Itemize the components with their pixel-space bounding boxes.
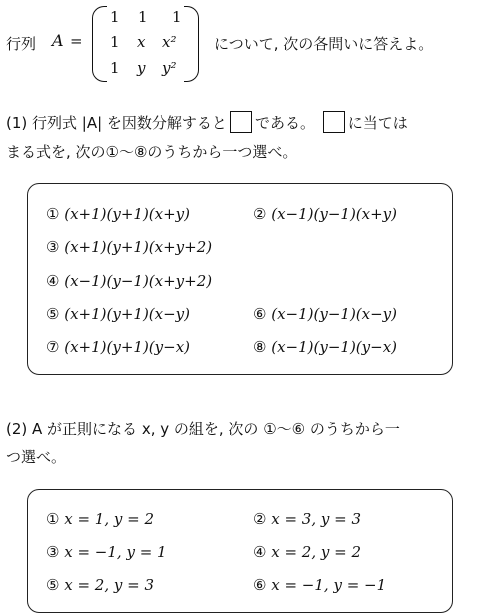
q1-option[interactable]	[46, 338, 190, 356]
q1-option[interactable]	[46, 205, 190, 223]
option-mark: ①	[46, 510, 60, 528]
option-expr: (x−1)(y−1)(x+y+2)	[64, 272, 213, 290]
q1-text-a: 行列式 |A| を因数分解すると	[32, 114, 227, 132]
q1-options-box	[27, 183, 453, 375]
q1-text-b: である。	[254, 114, 315, 132]
q2-text-line1	[6, 418, 400, 439]
matrix-cell: 1	[110, 8, 120, 26]
option-mark: ⑥	[253, 576, 267, 594]
option-expr: x = 2, y = 3	[64, 576, 154, 594]
option-mark: ③	[46, 543, 60, 561]
answer-blank-box	[230, 111, 252, 133]
q2-option[interactable]	[253, 543, 361, 561]
q1-text-line1	[6, 111, 408, 133]
matrix-cell: x	[137, 33, 146, 51]
intro-prefix: 行列	[6, 35, 37, 53]
q2-text-a: A が正則になる x, y の組を, 次の ①〜⑥ のうちから一	[32, 420, 400, 438]
option-mark: ③	[46, 238, 60, 256]
option-mark: ⑦	[46, 338, 60, 356]
matrix-right-paren	[184, 6, 199, 82]
matrix-left-paren	[92, 6, 107, 82]
matrix-cell: y²	[162, 59, 177, 77]
q2-options-box	[27, 489, 453, 613]
q2-option[interactable]	[46, 576, 154, 594]
q2-text-line2: つ選べ。	[6, 448, 67, 466]
q2-option[interactable]	[253, 510, 361, 528]
q1-option[interactable]	[46, 305, 190, 323]
q2-option[interactable]	[46, 543, 167, 561]
q2-number: (2)	[6, 420, 28, 438]
option-mark: ②	[253, 510, 267, 528]
option-expr: (x+1)(y+1)(x−y)	[64, 305, 191, 323]
matrix-cell: 1	[110, 33, 120, 51]
option-expr: x = 2, y = 2	[271, 543, 361, 561]
q2-option[interactable]	[253, 576, 386, 594]
option-expr: (x+1)(y+1)(x+y)	[64, 205, 191, 223]
matrix-cell: 1	[138, 8, 148, 26]
answer-blank-box	[323, 111, 345, 133]
q2-option[interactable]	[46, 510, 154, 528]
option-expr: x = −1, y = 1	[64, 543, 167, 561]
matrix-cell: 1	[172, 8, 182, 26]
matrix-name: A	[52, 31, 64, 50]
equals-sign: =	[70, 32, 83, 50]
matrix-cell: y	[137, 59, 146, 77]
q1-option[interactable]	[46, 238, 212, 256]
option-mark: ②	[253, 205, 267, 223]
matrix-cell: x²	[162, 33, 177, 51]
option-mark: ①	[46, 205, 60, 223]
option-mark: ⑤	[46, 305, 60, 323]
option-mark: ⑤	[46, 576, 60, 594]
matrix-cell: 1	[110, 59, 120, 77]
q1-option[interactable]	[46, 272, 212, 290]
q1-option[interactable]	[253, 338, 397, 356]
matrix-a	[92, 0, 200, 86]
option-mark: ④	[253, 543, 267, 561]
option-expr: (x−1)(y−1)(y−x)	[271, 338, 398, 356]
q1-number: (1)	[6, 114, 28, 132]
q1-option[interactable]	[253, 305, 397, 323]
q1-text-c: に当ては	[347, 114, 408, 132]
q1-text-line2: まる式を, 次の①〜⑧のうちから一つ選べ。	[6, 143, 298, 161]
option-mark: ⑧	[253, 338, 267, 356]
option-expr: (x−1)(y−1)(x−y)	[271, 305, 398, 323]
option-mark: ⑥	[253, 305, 267, 323]
option-expr: (x+1)(y+1)(x+y+2)	[64, 238, 213, 256]
option-expr: x = 3, y = 3	[271, 510, 361, 528]
intro-suffix: について, 次の各問いに答えよ。	[214, 35, 434, 53]
option-expr: (x+1)(y+1)(y−x)	[64, 338, 191, 356]
option-expr: x = −1, y = −1	[271, 576, 387, 594]
option-mark: ④	[46, 272, 60, 290]
option-expr: (x−1)(y−1)(x+y)	[271, 205, 398, 223]
option-expr: x = 1, y = 2	[64, 510, 154, 528]
q1-option[interactable]	[253, 205, 397, 223]
